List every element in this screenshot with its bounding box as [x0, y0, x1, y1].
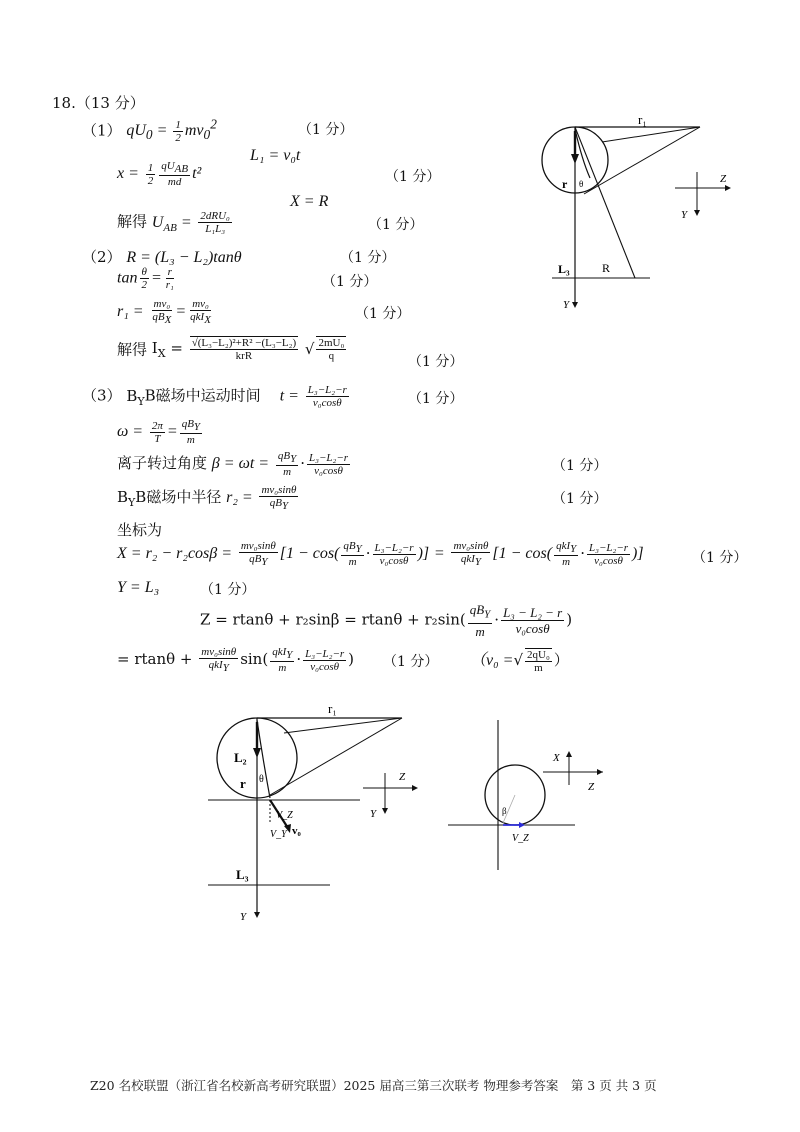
- label-beta: β: [502, 806, 507, 816]
- score-13: （1 分）: [383, 654, 439, 670]
- label-r1: r₁: [328, 701, 337, 716]
- page-footer: Z20 名校联盟（浙江省名校新高考研究联盟）2025 届高三第三次联考 物理参考答案 第 3 页 共 3 页: [90, 1078, 657, 1093]
- part3-coord-title: 坐标为: [117, 521, 163, 539]
- label-r: r: [562, 177, 568, 191]
- label-Y: Y: [240, 911, 247, 923]
- part3-angle: 离子转过角度 β = ωt = $\frac{qB_Y}{m}$ · $\frac{\text{L₃−L₂−r}}{\text{v₀cosθ}}$: [117, 450, 349, 479]
- score-10: （1 分）: [552, 491, 608, 507]
- score-11: （1 分）: [692, 550, 748, 566]
- score-9: （1 分）: [552, 458, 608, 474]
- label-L2: L₂: [234, 750, 247, 765]
- axis-X: X: [553, 752, 560, 764]
- score-6: （1 分）: [355, 306, 411, 322]
- label-theta: θ: [259, 774, 264, 785]
- label-VZ: V_Z: [512, 833, 529, 844]
- part1-eq1-expr: $qU_0$ = $\frac{1}{2}$ $mv_0^2$: [126, 117, 217, 145]
- label-r1: r₁: [638, 112, 647, 127]
- label-Y: Y: [563, 299, 570, 311]
- diagram-right: [445, 715, 605, 875]
- part3-Z-eq2: = rtanθ + $\frac{\text{mv₀sinθ}}{qkI_Y}$ sin( $\frac{qkI_Y}{m}$ · $\frac{\text{L₃−L₂−r}}{\text{v₀cosθ}}$ ): [117, 646, 355, 675]
- part1-eq-XR: X = R: [290, 193, 329, 210]
- part3-v0: （v₀ =√ $\frac{\text{2qU₀}}{m}$ ）: [470, 649, 569, 674]
- part3-Z-eq: Z = rtanθ + r₂sinβ = rtanθ + r₂sin( $\frac{qB_Y}{m}$ · $\frac{\text{L₃ − L₂ − r}}{\text{v₀cosθ}}$ ): [200, 602, 573, 639]
- score-3: （1 分）: [368, 217, 424, 233]
- part1-solve: 解得 $U_{AB}$ = $\frac{\text{2dRU₀}}{\text{L₁L₃}}$: [117, 210, 230, 235]
- axis-Y: Y: [370, 808, 377, 820]
- label-r: r: [240, 776, 246, 791]
- axis-Z: Z: [399, 771, 406, 783]
- part1-label: （1）: [82, 121, 122, 140]
- score-1: （1 分）: [298, 122, 354, 138]
- label-VY: V_Y: [270, 829, 287, 840]
- label-v0: v₀: [292, 825, 301, 837]
- part1-eq-L1: L₁ = v₀t: [250, 147, 301, 164]
- label-R: R: [602, 261, 611, 275]
- part3-omega: ω = $\frac{2\pi}{T}$ = $\frac{qB_Y}{m}$: [117, 418, 201, 447]
- label-L3: L₃: [236, 867, 249, 882]
- label-L3: L₃: [558, 262, 570, 276]
- diagram-top: [530, 110, 760, 320]
- problem-header: [52, 92, 145, 113]
- part3-radius: $B_YB$磁场中半径 r₂ = $\frac{\text{mv₀sinθ}}{qB_Y}$: [117, 484, 297, 513]
- diagram-bottom: [200, 700, 440, 925]
- score-7: （1 分）: [408, 354, 464, 370]
- part1-eq1: [82, 117, 217, 144]
- score-8: （1 分）: [408, 391, 464, 407]
- axis-Z: Z: [588, 781, 595, 793]
- part2-eq-tan: tan $\frac{\theta}{2}$ = $\frac{r}{\text{r₁}}$: [117, 266, 174, 291]
- axis-Z: Z: [720, 173, 727, 185]
- score-2: （1 分）: [385, 169, 441, 185]
- score-12: （1 分）: [200, 582, 256, 598]
- part3-X-eq: X = r₂ − r₂cosβ = $\frac{\text{mv₀sinθ}}{qB_Y}$ [1 − cos( $\frac{qB_Y}{m}$ · $\frac{\text{L₃−L₂−r}}{\text{v₀cosθ}}$ )] = $\frac{\text{mv₀sinθ}}{qkI_Y}$ [1 − cos( $\frac{qkI_Y}{m}$ · $\frac{\text{L₃−L₂−r}}{\text{v₀cosθ}}$ )]: [117, 540, 644, 569]
- part1-eq-x: x = $\frac{1}{2}$ $\frac{qU_{AB}}{md}$ t²: [117, 160, 202, 189]
- part3-time: （3） $B_YB$磁场中运动时间 t = $\frac{\text{L₃−L₂−r}}{\text{v₀cosθ}}$: [82, 384, 347, 409]
- axis-Y: Y: [681, 209, 688, 221]
- part3-Y-eq: Y = L₃: [117, 579, 160, 596]
- problem-number: 18.: [52, 94, 76, 112]
- score-5: （1 分）: [322, 274, 378, 290]
- score-4: （1 分）: [340, 250, 396, 266]
- label-theta: θ: [579, 179, 584, 189]
- part2-solve-ix: 解得 $I_X$ = $\frac{\text{√(L₃−L₂)²+R² −(L₃−L₂)}}{\text{krR}}$ √ $\frac{\text{2mU₀}}{q}$: [117, 337, 345, 362]
- part2-eq-r1: r₁ = $\frac{\text{mv₀}}{qB_X}$ = $\frac{\text{mv₀}}{qkI_X}$: [117, 298, 211, 327]
- part2-eq-R: （2） R = (L₃ − L₂)tanθ: [82, 248, 242, 266]
- label-VZ: V_Z: [276, 810, 293, 821]
- problem-points: （13 分）: [75, 94, 145, 112]
